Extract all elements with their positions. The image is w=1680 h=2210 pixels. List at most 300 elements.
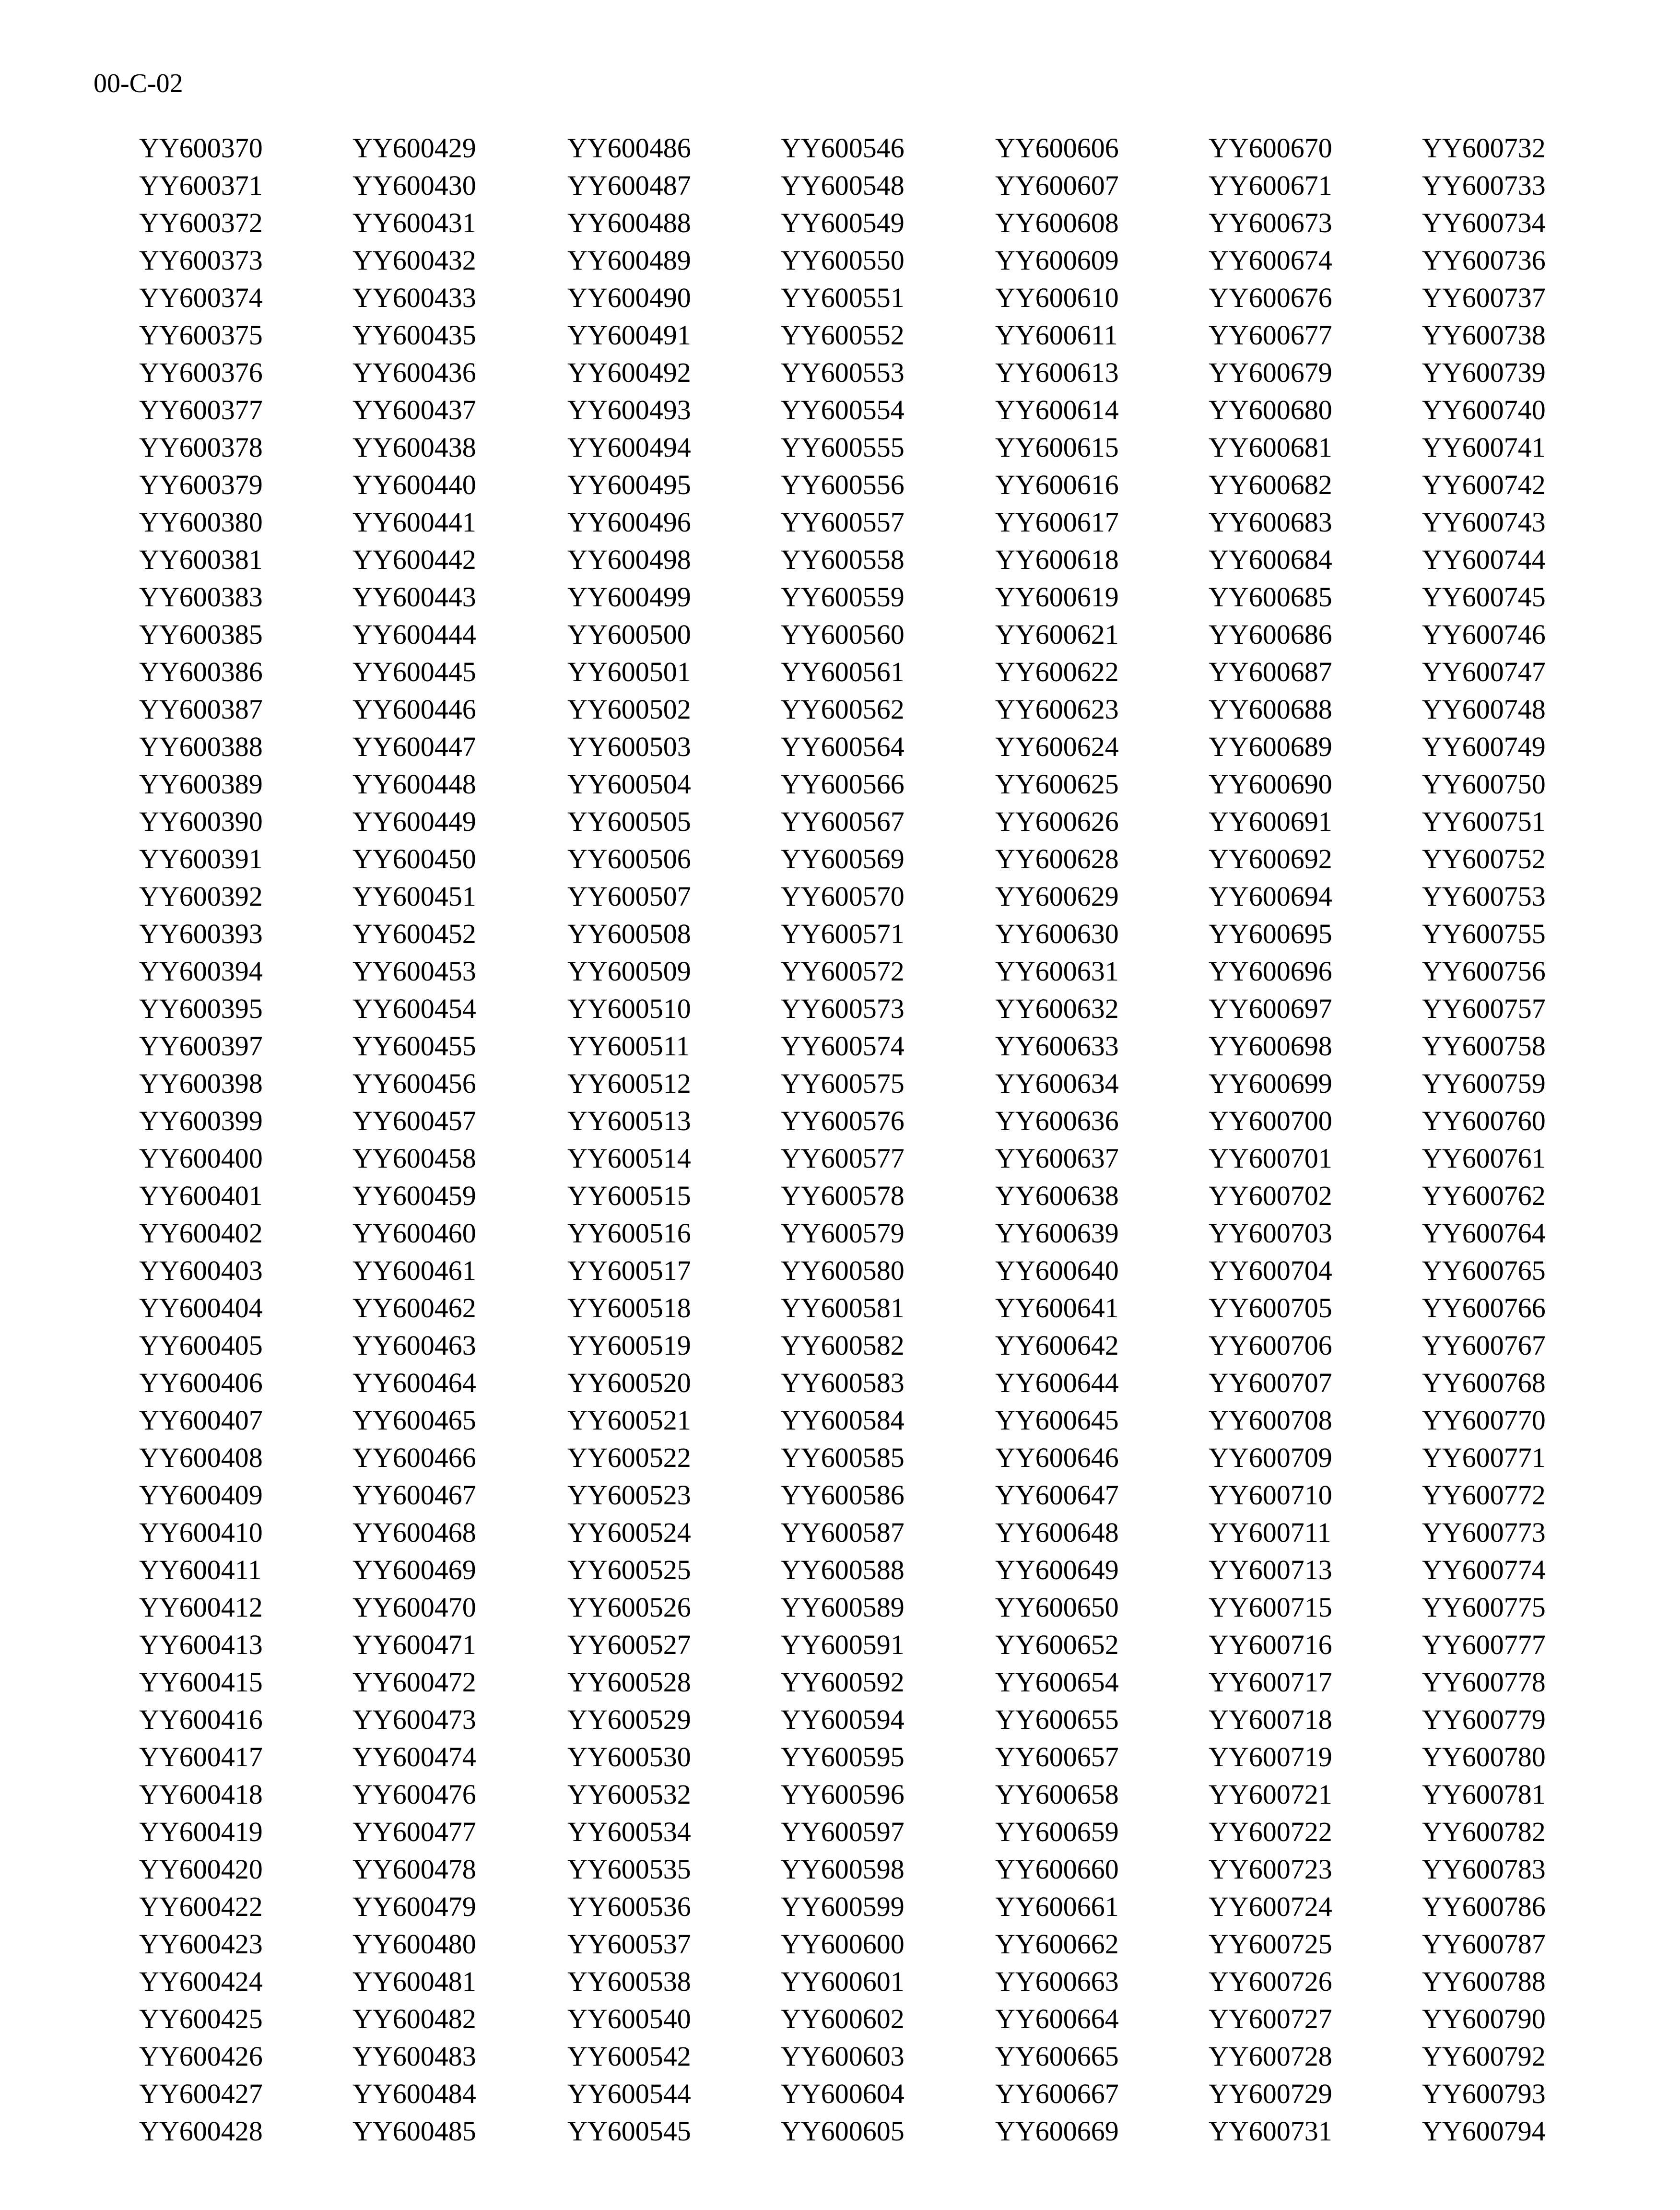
- list-item: YY600597: [781, 1816, 905, 1847]
- list-item: YY600600: [781, 1928, 905, 1960]
- list-item: YY600603: [781, 2041, 905, 2072]
- id-column-4: [781, 130, 925, 2150]
- list-item: YY600498: [567, 544, 691, 575]
- list-item: YY600470: [352, 1592, 476, 1623]
- list-item: YY600530: [567, 1741, 691, 1773]
- list-item: YY600555: [781, 432, 905, 463]
- list-item: YY600609: [995, 245, 1119, 276]
- list-item: YY600771: [1422, 1442, 1546, 1473]
- list-item: YY600645: [995, 1405, 1119, 1436]
- list-item: YY600630: [995, 918, 1119, 949]
- list-item: YY600379: [139, 469, 263, 500]
- list-item: YY600535: [567, 1854, 691, 1885]
- list-item: YY600599: [781, 1891, 905, 1922]
- list-item: YY600458: [352, 1143, 476, 1174]
- list-item: YY600525: [567, 1554, 691, 1585]
- list-item: YY600426: [139, 2041, 263, 2072]
- list-item: YY600750: [1422, 768, 1546, 800]
- list-item: YY600659: [995, 1816, 1119, 1847]
- list-item: YY600647: [995, 1479, 1119, 1511]
- list-item: YY600669: [995, 2115, 1119, 2147]
- list-item: YY600644: [995, 1367, 1119, 1398]
- list-item: YY600717: [1209, 1666, 1332, 1698]
- list-item: YY600501: [567, 656, 691, 687]
- list-item: YY600766: [1422, 1292, 1546, 1324]
- list-item: YY600438: [352, 432, 476, 463]
- list-item: YY600561: [781, 656, 905, 687]
- list-item: YY600775: [1422, 1592, 1546, 1623]
- list-item: YY600786: [1422, 1891, 1546, 1922]
- list-item: YY600550: [781, 245, 905, 276]
- list-item: YY600613: [995, 357, 1119, 388]
- list-item: YY600527: [567, 1629, 691, 1660]
- list-item: YY600392: [139, 881, 263, 912]
- list-item: YY600520: [567, 1367, 691, 1398]
- list-item: YY600584: [781, 1405, 905, 1436]
- id-column-1: [139, 130, 283, 2150]
- list-item: YY600615: [995, 432, 1119, 463]
- list-item: YY600764: [1422, 1217, 1546, 1249]
- list-item: YY600788: [1422, 1966, 1546, 1997]
- list-item: YY600571: [781, 918, 905, 949]
- list-item: YY600601: [781, 1966, 905, 1997]
- list-item: YY600468: [352, 1517, 476, 1548]
- list-item: YY600537: [567, 1928, 691, 1960]
- list-item: YY600744: [1422, 544, 1546, 575]
- list-item: YY600473: [352, 1704, 476, 1735]
- list-item: YY600402: [139, 1217, 263, 1249]
- list-item: YY600681: [1209, 432, 1332, 463]
- list-item: YY600713: [1209, 1554, 1332, 1585]
- list-item: YY600660: [995, 1854, 1119, 1885]
- list-item: YY600605: [781, 2115, 905, 2147]
- list-item: YY600752: [1422, 843, 1546, 875]
- list-item: YY600420: [139, 1854, 263, 1885]
- list-item: YY600782: [1422, 1816, 1546, 1847]
- list-item: YY600765: [1422, 1255, 1546, 1286]
- list-item: YY600456: [352, 1068, 476, 1099]
- list-item: YY600710: [1209, 1479, 1332, 1511]
- list-item: YY600715: [1209, 1592, 1332, 1623]
- list-item: YY600777: [1422, 1629, 1546, 1660]
- list-item: YY600624: [995, 731, 1119, 762]
- list-item: YY600552: [781, 319, 905, 351]
- list-item: YY600768: [1422, 1367, 1546, 1398]
- list-item: YY600546: [781, 132, 905, 164]
- list-item: YY600558: [781, 544, 905, 575]
- list-item: YY600737: [1422, 282, 1546, 313]
- list-item: YY600781: [1422, 1779, 1546, 1810]
- list-item: YY600507: [567, 881, 691, 912]
- list-item: YY600373: [139, 245, 263, 276]
- list-item: YY600617: [995, 507, 1119, 538]
- id-column-2: [352, 130, 496, 2150]
- list-item: YY600614: [995, 394, 1119, 425]
- list-item: YY600374: [139, 282, 263, 313]
- list-item: YY600521: [567, 1405, 691, 1436]
- list-item: YY600760: [1422, 1105, 1546, 1136]
- list-item: YY600376: [139, 357, 263, 388]
- list-item: YY600486: [567, 132, 691, 164]
- list-item: YY600542: [567, 2041, 691, 2072]
- list-item: YY600652: [995, 1629, 1119, 1660]
- list-item: YY600551: [781, 282, 905, 313]
- list-item: YY600511: [567, 1030, 690, 1062]
- list-item: YY600425: [139, 2003, 263, 2034]
- list-item: YY600748: [1422, 694, 1546, 725]
- list-item: YY600496: [567, 507, 691, 538]
- list-item: YY600747: [1422, 656, 1546, 687]
- list-item: YY600736: [1422, 245, 1546, 276]
- list-item: YY600377: [139, 394, 263, 425]
- list-item: YY600703: [1209, 1217, 1332, 1249]
- list-item: YY600573: [781, 993, 905, 1024]
- list-item: YY600671: [1209, 170, 1332, 201]
- list-item: YY600422: [139, 1891, 263, 1922]
- list-item: YY600649: [995, 1554, 1119, 1585]
- list-item: YY600451: [352, 881, 476, 912]
- list-item: YY600519: [567, 1330, 691, 1361]
- list-item: YY600794: [1422, 2115, 1546, 2147]
- list-item: YY600575: [781, 1068, 905, 1099]
- list-item: YY600450: [352, 843, 476, 875]
- list-item: YY600492: [567, 357, 691, 388]
- list-item: YY600532: [567, 1779, 691, 1810]
- list-item: YY600431: [352, 207, 476, 238]
- list-item: YY600493: [567, 394, 691, 425]
- list-item: YY600734: [1422, 207, 1546, 238]
- list-item: YY600661: [995, 1891, 1119, 1922]
- list-item: YY600687: [1209, 656, 1332, 687]
- list-item: YY600598: [781, 1854, 905, 1885]
- list-item: YY600401: [139, 1180, 263, 1211]
- list-item: YY600685: [1209, 581, 1332, 613]
- list-item: YY600457: [352, 1105, 476, 1136]
- list-item: YY600490: [567, 282, 691, 313]
- list-item: YY600619: [995, 581, 1119, 613]
- list-item: YY600592: [781, 1666, 905, 1698]
- list-item: YY600467: [352, 1479, 476, 1511]
- list-item: YY600371: [139, 170, 263, 201]
- list-item: YY600628: [995, 843, 1119, 875]
- list-item: YY600679: [1209, 357, 1332, 388]
- list-item: YY600472: [352, 1666, 476, 1698]
- list-item: YY600633: [995, 1030, 1119, 1062]
- list-item: YY600433: [352, 282, 476, 313]
- list-item: YY600572: [781, 956, 905, 987]
- list-item: YY600761: [1422, 1143, 1546, 1174]
- list-item: YY600400: [139, 1143, 263, 1174]
- list-item: YY600484: [352, 2078, 476, 2109]
- list-item: YY600588: [781, 1554, 905, 1585]
- list-item: YY600452: [352, 918, 476, 949]
- list-item: YY600512: [567, 1068, 691, 1099]
- list-item: YY600583: [781, 1367, 905, 1398]
- list-item: YY600792: [1422, 2041, 1546, 2072]
- list-item: YY600454: [352, 993, 476, 1024]
- list-item: YY600569: [781, 843, 905, 875]
- list-item: YY600564: [781, 731, 905, 762]
- list-item: YY600577: [781, 1143, 905, 1174]
- list-item: YY600711: [1209, 1517, 1331, 1548]
- list-item: YY600415: [139, 1666, 263, 1698]
- list-item: YY600427: [139, 2078, 263, 2109]
- list-item: YY600471: [352, 1629, 476, 1660]
- list-item: YY600459: [352, 1180, 476, 1211]
- list-item: YY600587: [781, 1517, 905, 1548]
- list-item: YY600642: [995, 1330, 1119, 1361]
- list-item: YY600478: [352, 1854, 476, 1885]
- list-item: YY600536: [567, 1891, 691, 1922]
- list-item: YY600463: [352, 1330, 476, 1361]
- list-item: YY600375: [139, 319, 263, 351]
- list-item: YY600378: [139, 432, 263, 463]
- list-item: YY600684: [1209, 544, 1332, 575]
- list-item: YY600770: [1422, 1405, 1546, 1436]
- list-item: YY600580: [781, 1255, 905, 1286]
- list-item: YY600417: [139, 1741, 263, 1773]
- list-item: YY600517: [567, 1255, 691, 1286]
- list-item: YY600704: [1209, 1255, 1332, 1286]
- list-item: YY600494: [567, 432, 691, 463]
- list-item: YY600462: [352, 1292, 476, 1324]
- list-item: YY600455: [352, 1030, 476, 1062]
- list-item: YY600405: [139, 1330, 263, 1361]
- list-item: YY600719: [1209, 1741, 1332, 1773]
- list-item: YY600790: [1422, 2003, 1546, 2034]
- list-item: YY600474: [352, 1741, 476, 1773]
- list-item: YY600646: [995, 1442, 1119, 1473]
- list-item: YY600429: [352, 132, 476, 164]
- list-item: YY600390: [139, 806, 263, 837]
- list-item: YY600548: [781, 170, 905, 201]
- list-item: YY600727: [1209, 2003, 1332, 2034]
- list-item: YY600408: [139, 1442, 263, 1473]
- list-item: YY600594: [781, 1704, 905, 1735]
- list-item: YY600742: [1422, 469, 1546, 500]
- list-item: YY600608: [995, 207, 1119, 238]
- list-item: YY600637: [995, 1143, 1119, 1174]
- list-item: YY600591: [781, 1629, 905, 1660]
- list-item: YY600549: [781, 207, 905, 238]
- id-column-7: [1422, 130, 1566, 2150]
- list-item: YY600709: [1209, 1442, 1332, 1473]
- list-item: YY600622: [995, 656, 1119, 687]
- list-item: YY600695: [1209, 918, 1332, 949]
- list-item: YY600778: [1422, 1666, 1546, 1698]
- list-item: YY600419: [139, 1816, 263, 1847]
- list-item: YY600708: [1209, 1405, 1332, 1436]
- list-item: YY600602: [781, 2003, 905, 2034]
- list-item: YY600506: [567, 843, 691, 875]
- list-item: YY600724: [1209, 1891, 1332, 1922]
- list-item: YY600604: [781, 2078, 905, 2109]
- list-item: YY600545: [567, 2115, 691, 2147]
- list-item: YY600582: [781, 1330, 905, 1361]
- list-item: YY600381: [139, 544, 263, 575]
- list-item: YY600680: [1209, 394, 1332, 425]
- list-item: YY600491: [567, 319, 691, 351]
- list-item: YY600716: [1209, 1629, 1332, 1660]
- list-item: YY600406: [139, 1367, 263, 1398]
- list-item: YY600483: [352, 2041, 476, 2072]
- list-item: YY600437: [352, 394, 476, 425]
- list-item: YY600524: [567, 1517, 691, 1548]
- list-item: YY600553: [781, 357, 905, 388]
- list-item: YY600595: [781, 1741, 905, 1773]
- list-item: YY600574: [781, 1030, 905, 1062]
- list-item: YY600398: [139, 1068, 263, 1099]
- list-item: YY600403: [139, 1255, 263, 1286]
- list-item: YY600387: [139, 694, 263, 725]
- list-item: YY600690: [1209, 768, 1332, 800]
- list-item: YY600578: [781, 1180, 905, 1211]
- list-item: YY600523: [567, 1479, 691, 1511]
- list-item: YY600729: [1209, 2078, 1332, 2109]
- list-item: YY600464: [352, 1367, 476, 1398]
- list-item: YY600576: [781, 1105, 905, 1136]
- list-item: YY600477: [352, 1816, 476, 1847]
- list-item: YY600732: [1422, 132, 1546, 164]
- list-item: YY600446: [352, 694, 476, 725]
- list-item: YY600670: [1209, 132, 1332, 164]
- list-item: YY600698: [1209, 1030, 1332, 1062]
- id-column-6: [1209, 130, 1352, 2150]
- list-item: YY600428: [139, 2115, 263, 2147]
- list-item: YY600559: [781, 581, 905, 613]
- list-item: YY600441: [352, 507, 476, 538]
- list-item: YY600489: [567, 245, 691, 276]
- list-item: YY600579: [781, 1217, 905, 1249]
- list-item: YY600508: [567, 918, 691, 949]
- list-item: YY600440: [352, 469, 476, 500]
- list-item: YY600432: [352, 245, 476, 276]
- list-item: YY600779: [1422, 1704, 1546, 1735]
- list-item: YY600397: [139, 1030, 263, 1062]
- list-item: YY600540: [567, 2003, 691, 2034]
- list-item: YY600505: [567, 806, 691, 837]
- list-item: YY600567: [781, 806, 905, 837]
- list-item: YY600544: [567, 2078, 691, 2109]
- list-item: YY600676: [1209, 282, 1332, 313]
- list-item: YY600677: [1209, 319, 1332, 351]
- list-item: YY600621: [995, 619, 1119, 650]
- list-item: YY600529: [567, 1704, 691, 1735]
- list-item: YY600487: [567, 170, 691, 201]
- list-item: YY600699: [1209, 1068, 1332, 1099]
- list-item: YY600721: [1209, 1779, 1332, 1810]
- list-item: YY600640: [995, 1255, 1119, 1286]
- list-item: YY600409: [139, 1479, 263, 1511]
- list-item: YY600460: [352, 1217, 476, 1249]
- list-item: YY600634: [995, 1068, 1119, 1099]
- list-item: YY600749: [1422, 731, 1546, 762]
- list-item: YY600606: [995, 132, 1119, 164]
- list-item: YY600664: [995, 2003, 1119, 2034]
- list-item: YY600383: [139, 581, 263, 613]
- list-item: YY600626: [995, 806, 1119, 837]
- list-item: YY600386: [139, 656, 263, 687]
- list-item: YY600499: [567, 581, 691, 613]
- list-item: YY600692: [1209, 843, 1332, 875]
- list-item: YY600741: [1422, 432, 1546, 463]
- list-item: YY600783: [1422, 1854, 1546, 1885]
- list-item: YY600393: [139, 918, 263, 949]
- list-item: YY600515: [567, 1180, 691, 1211]
- list-item: YY600638: [995, 1180, 1119, 1211]
- list-item: YY600485: [352, 2115, 476, 2147]
- list-item: YY600560: [781, 619, 905, 650]
- list-item: YY600424: [139, 1966, 263, 1997]
- list-item: YY600410: [139, 1517, 263, 1548]
- list-item: YY600372: [139, 207, 263, 238]
- list-item: YY600407: [139, 1405, 263, 1436]
- id-column-5: [995, 130, 1139, 2150]
- list-item: YY600767: [1422, 1330, 1546, 1361]
- list-item: YY600689: [1209, 731, 1332, 762]
- list-item: YY600667: [995, 2078, 1119, 2109]
- list-item: YY600780: [1422, 1741, 1546, 1773]
- list-item: YY600418: [139, 1779, 263, 1810]
- list-item: YY600581: [781, 1292, 905, 1324]
- list-item: YY600663: [995, 1966, 1119, 1997]
- list-item: YY600636: [995, 1105, 1119, 1136]
- list-item: YY600650: [995, 1592, 1119, 1623]
- list-item: YY600510: [567, 993, 691, 1024]
- list-item: YY600416: [139, 1704, 263, 1735]
- list-item: YY600733: [1422, 170, 1546, 201]
- list-item: YY600705: [1209, 1292, 1332, 1324]
- list-item: YY600639: [995, 1217, 1119, 1249]
- list-item: YY600655: [995, 1704, 1119, 1735]
- list-item: YY600707: [1209, 1367, 1332, 1398]
- list-item: YY600756: [1422, 956, 1546, 987]
- list-item: YY600518: [567, 1292, 691, 1324]
- list-item: YY600404: [139, 1292, 263, 1324]
- list-item: YY600787: [1422, 1928, 1546, 1960]
- list-item: YY600751: [1422, 806, 1546, 837]
- list-item: YY600691: [1209, 806, 1332, 837]
- list-item: YY600557: [781, 507, 905, 538]
- list-item: YY600556: [781, 469, 905, 500]
- list-item: YY600648: [995, 1517, 1119, 1548]
- list-item: YY600753: [1422, 881, 1546, 912]
- list-item: YY600394: [139, 956, 263, 987]
- list-item: YY600757: [1422, 993, 1546, 1024]
- list-item: YY600682: [1209, 469, 1332, 500]
- list-item: YY600632: [995, 993, 1119, 1024]
- list-item: YY600654: [995, 1666, 1119, 1698]
- list-item: YY600514: [567, 1143, 691, 1174]
- list-item: YY600389: [139, 768, 263, 800]
- list-item: YY600413: [139, 1629, 263, 1660]
- list-item: YY600740: [1422, 394, 1546, 425]
- list-item: YY600657: [995, 1741, 1119, 1773]
- list-item: YY600488: [567, 207, 691, 238]
- list-item: YY600641: [995, 1292, 1119, 1324]
- list-item: YY600793: [1422, 2078, 1546, 2109]
- list-item: YY600513: [567, 1105, 691, 1136]
- list-item: YY600722: [1209, 1816, 1332, 1847]
- list-item: YY600758: [1422, 1030, 1546, 1062]
- list-item: YY600448: [352, 768, 476, 800]
- list-item: YY600700: [1209, 1105, 1332, 1136]
- list-item: YY600625: [995, 768, 1119, 800]
- list-item: YY600481: [352, 1966, 476, 1997]
- list-item: YY600629: [995, 881, 1119, 912]
- list-item: YY600623: [995, 694, 1119, 725]
- list-item: YY600504: [567, 768, 691, 800]
